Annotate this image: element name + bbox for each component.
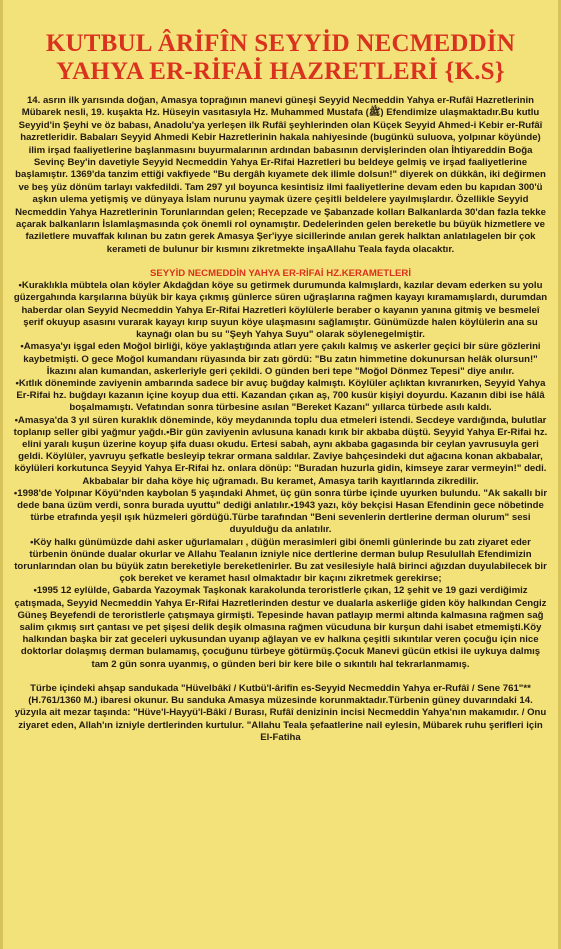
page-title: KUTBUL ÂRİFÎN SEYYİD NECMEDDİN YAHYA ER-RİFAİ HAZRETLERİ {K.S} — [45, 30, 516, 85]
keramet-list — [13, 280, 548, 671]
closing-paragraph: Türbe içindeki ahşap sandukada "Hüvelbâkî / Kutbü'l-ârifîn es-Seyyid Necmeddin Yahya er-Rufâî / Sene 761"** (H.761/1360 M.) ibaresi okunur. Bu sanduka Amasya müzesinde korunmaktadır.Türbenin güney duvarındaki 14. yüzyıla ait mezar taşında: "Hüve'l-Hayyü'l-Bâkî / Burası, Rufâî denizinin incisi Necmeddin Yahya'nın makamıdır. / Onu ziyaret eden, Allah'ın izniyle dertlerinden kurtulur. "Allahu Teala şefaatlerine nail eylesin, Mübarek ruhu şerifleri için El-Fatiha — [14, 682, 547, 743]
keramet-item: •1998'de Yolpınar Köyü'nden kaybolan 5 yaşındaki Ahmet, üç gün sonra türbe içinde uyurken bulundu. "Ak sakallı bir dede bana üzüm verdi, sonra burada uyuttu" dediği anlatılır.•1943 yazı, köy bekçisi Hasan Efendinin gece nöbetinde türbe etrafında yeşil ışık hüzmeleri gördüğü.Türbe tarafından "Beni sevenlerin dertlerine derman olurum" sesi duyulduğu da anlatılır. — [13, 487, 548, 536]
keramet-item: •Kuraklıkla mübtela olan köyler Akdağdan köye su getirmek durumunda kalmışlardı, kazılar devam ederken su yolu güzergahında karşılarına büyük bir kaya çıkmış günlerce süren uğraşlarına rağmen kayayı kıramamışlardı, durumdan haberdar olan Seyyid Necmeddin Yahya Er-Rifai Hazretleri köylülerle beraber o kayanın yanına gitmiş ve besmeleî şerif okuyup asasını vurarak kayayı kırıp suyun köye ulaşmasını sağlamıştır. Günümüzde halen köylülerin ana su kaynağı olan bu su "Şeyh Yahya Suyu" olarak söylenegelmiştir. — [13, 280, 548, 341]
keramet-item: •Amasya'da 3 yıl süren kuraklık döneminde, köy meydanında toplu dua etmeleri istendi. Secdeye vardığında, bulutlar toplanıp seller gibi yağmur yağdı.•Bir gün zaviyenin avlusuna kanadı kırık bir akbaba düştü. Seyyid Yahya Er-Rifai hz. elini yaralı kuşun üzerine koyup şifa duası okudu. Ertesi sabah, aynı akbaba gagasında bir ceylan yavrusuyla geri geldi. Köylüler, yavruyu şefkatle besleyip tekrar ormana saldılar. Zaviye bahçesindeki dut ağacına konan akbabalar, köylüleri korkutunca Seyyid Yahya Er-Rifai hz. onlara dönüp: "Buradan huzurla gidin, kimseye zarar vermeyin!" dedi. Akbabalar bir daha köye hiç uğramadı. Bu keramet, Amasya tarih kayıtlarında zikredilir. — [13, 414, 548, 487]
keramet-section-title: SEYYİD NECMEDDİN YAHYA ER-RİFAİ HZ.KERAMETLERİ — [149, 268, 412, 280]
keramet-item: •1995 12 eylülde, Gabarda Yazoymak Taşkonak karakolunda teroristlerle çıkan, 12 şehit ve 19 gazi verdiğimiz çatışmada, Seyyid Necmeddin Yahya Er-Rifai Hazretlerinden destur ve dualarla askerliğe giden köy halkından Cengiz Güneş Beyefendi de teroristlerle çatışmaya girmişti. Tepesinde havan patlayıp mermi altında kalmasına rağmen sağ salim çıkmış sırt çantası ve pet şişesi delik deşik olmasına rağmen vücuduna bir kurşun dahi isabet etmemişti.Köy halkından başka bir zat geceleri uykusundan uyanıp ağlayan ve ev halkına çeşitli sıkıntılar veren çocuğu için nice doktorlar dolaşmış derman bulamamış, çocuğunu türbeye götürmüş.Çocuk Manevi gücün etkisi ile uykuya dalmış tam 2 gün sonra uyanmış, o günden beri bir kere bile o sıkıntılı hal tekrarlanmamış. — [14, 585, 547, 670]
keramet-item: •Köy halkı günümüzde dahi asker uğurlamaları , düğün merasimleri gibi önemli günlerinde bu zatı ziyaret eder türbenin önünde dualar okurlar ve Allahu Tealanın izniyle nice dertlerine derman bulup Resulullah Efendimizin torunlarından olan bu büyük zatın bereketiyle bereketlenirler. Bu zat vesilesiyle halâ birinci ağızdan duyulabilecek bir çok bereket ve keramet hasıl olmaktadır bir kaçını zikretmek gerekirse; — [14, 536, 547, 585]
intro-paragraph: 14. asrın ilk yarısında doğan, Amasya toprağının manevi güneşi Seyyid Necmeddin Yahya er-Rufâî Hazretlerinin Mübarek nesli, 19. kuşakta Hz. Hüseyin vasıtasıyla Hz. Muhammed Mustafa (ﷺ) Efendimize ulaşmaktadır.Bu kutlu Seyyid'in Şeyhi ve öz babası, Anadolu'ya yerleşen ilk Rufâî şeyhlerinden olan Küçek Seyyid Ahmed-i Kebir er-Rufâî hazretleridir. Babaları Seyyid Ahmedi Kebir Hazretlerinin hakala nahiyesinde (bugünkü suluova, yolpınar köyünde) ilim irşad faaliyetlerine başlanmasını buyurmalarının ardından babasının dervişlerinden olan İhtiyareddin Boğa Sevinç Bey'in davetiyle Seyyid Necmeddin Yahya Er-Rifai Hazretleri bu beldeye gelmiş ve irşad faaliyetlerine başlamıştır. 1369'da tanzim ettiği vakfiyede "Bu dergâh kıyamete dek ilimle dolsun!" diyerek on dükkân, iki değirmen ve beş yüz dönüm tarlayı vakfedildi. Tam 297 yıl boyunca kesintisiz ilmi faaliyetlerine devam eden bu kapıdan 300'ü aşkın ulema yetişmiş ve dünyaya İslam nurunu yaymak üzere çeşitli beldelere yayılmışlardır. Özellikle Seyyid Necmeddin Yahya Hazretlerinin Torunlarından gelen; Recepzade ve Şabanzade kolları Balkanlarda 30'dan fazla tekke açarak balkanların İslamlaşmasında çok önemli rol oynamıştır. Dedelerinden gelen bereketle bu büyük hizmetlere ve faziletlere muvaffak kılınan bu zatın gerek Amasya Şer'iyye sicillerinde anılan gerek halktan anlatılagelen bir çok kerameti de bulunur bir kısmını zikretmekte inşaAllahu Teala fayda olacaktır. — [15, 95, 546, 255]
keramet-item: •Kıtlık döneminde zaviyenin ambarında sadece bir avuç buğday kalmıştı. Köylüler açlıktan kıvranırken, Seyyid Yahya Er-Rifai hz. buğdayı kazanın içine koyup dua etti. Kazandan çıkan aş, 700 kusür kişiyi doyurdu. Kazanın dibi ise hâlâ boşalmamıştı. Vefatından sonra türbesine asılan "Bereket Kazanı" yıllarca türbede asılı kaldı. — [15, 377, 546, 414]
keramet-item: •Amasya'yı işgal eden Moğol birliği, köye yaklaştığında atları yere çakılı kalmış ve askerler geçici bir süre gözlerini kaybetmişti. O gece Moğol kumandanı rüyasında bir zatı gördü: "Bu zatın himmetine dokunursan helâk olursun!" İkazını alan kumandan, askerleriyle geri çekildi. O günden beri tepe "Moğol Dönmez Tepesi" diye anılır. — [20, 341, 541, 377]
